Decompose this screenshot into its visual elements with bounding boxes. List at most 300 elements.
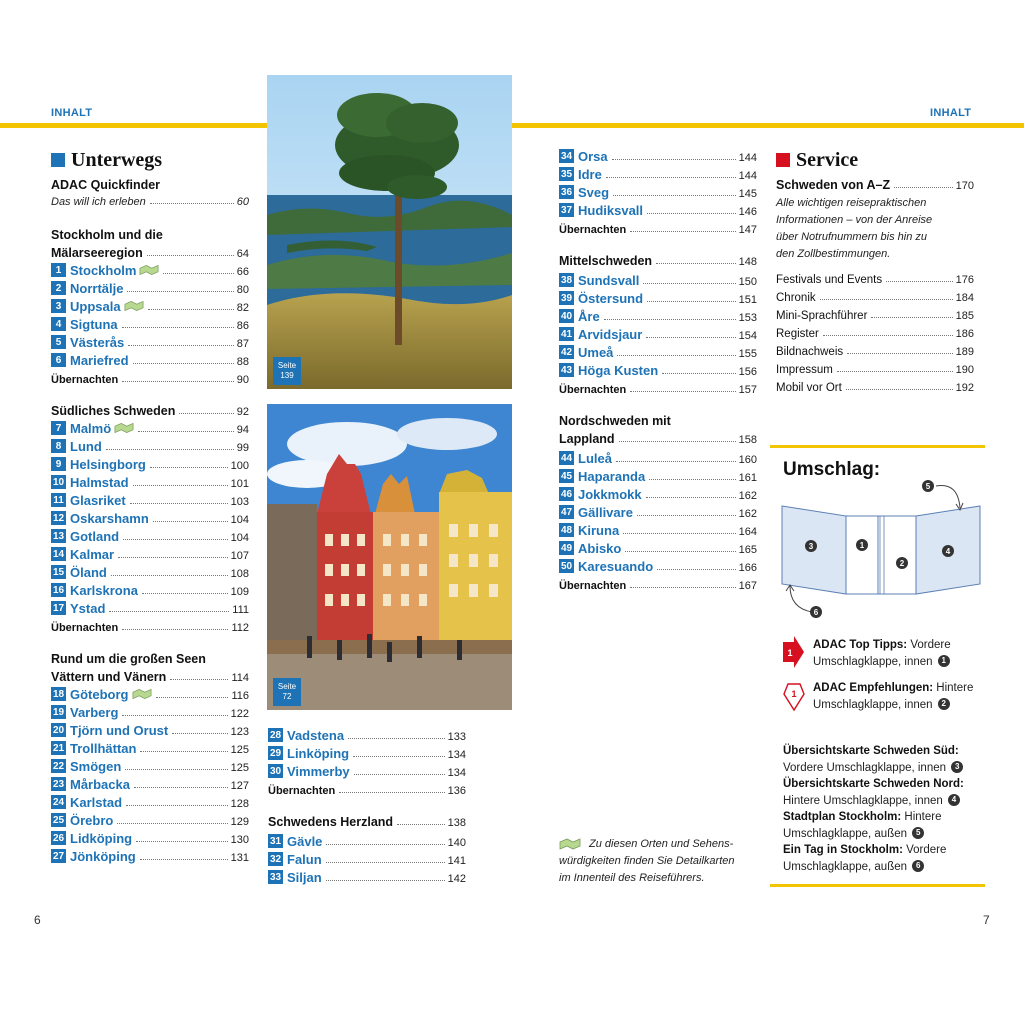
entry-number-badge: 18 (52, 688, 65, 700)
toc-entry[interactable] (268, 831, 466, 849)
region-heading[interactable] (51, 648, 249, 666)
map-day-title: Ein Tag in Stockholm: (783, 844, 903, 856)
entry-number-badge: 29 (269, 747, 282, 759)
page-number: 88 (236, 356, 249, 368)
toc-entry[interactable] (559, 342, 757, 360)
entry-name[interactable]: Luleå (578, 451, 612, 466)
entry-name[interactable]: Abisko (578, 541, 622, 556)
top-tipps-rest2: Umschlagklappe, innen (813, 655, 933, 668)
entry-name[interactable]: Örebro (70, 813, 114, 828)
page-number: 125 (230, 744, 249, 756)
toc-entry[interactable] (51, 720, 249, 738)
overnight-row-label: Übernachten (559, 224, 627, 236)
page-number: 148 (738, 256, 757, 268)
page-number: 134 (447, 767, 466, 779)
leader-dots (326, 862, 445, 863)
page-number: 167 (738, 580, 757, 592)
entry-number-badge: 14 (52, 548, 65, 560)
toc-entry[interactable] (51, 792, 249, 810)
entry-number-badge: 46 (560, 488, 573, 500)
service-item-label: Register (776, 328, 819, 340)
leader-dots (128, 345, 234, 346)
entry-name[interactable]: Arvidsjaur (578, 327, 643, 342)
toc-entry[interactable] (51, 418, 249, 436)
page-number: 155 (738, 348, 757, 360)
page-number: 185 (955, 310, 974, 322)
toc-entry[interactable] (51, 828, 249, 846)
entry-name[interactable]: Gotland (70, 529, 120, 544)
entry-name[interactable]: Gävle (287, 834, 323, 849)
entry-name[interactable]: Helsingborg (70, 457, 146, 472)
toc-entry[interactable] (268, 743, 466, 761)
overnight-row[interactable] (51, 368, 249, 386)
entry-name[interactable]: Kiruna (578, 523, 620, 538)
region-heading[interactable] (559, 250, 757, 268)
entry-name[interactable]: Karesuando (578, 559, 654, 574)
leader-dots (613, 195, 736, 196)
leader-dots (118, 557, 228, 558)
map-city-rest: Umschlagklappe, außen (783, 827, 908, 840)
entry-name[interactable]: Oskarshamn (70, 511, 149, 526)
region-heading[interactable] (51, 400, 249, 418)
umschlag-title: Umschlag: (783, 459, 881, 480)
region-heading[interactable] (51, 224, 249, 242)
leader-dots (122, 715, 227, 716)
lake-pine-illustration (267, 75, 512, 389)
leader-dots (630, 391, 735, 392)
map-city-inline: Hintere (901, 811, 942, 823)
leader-dots (619, 441, 736, 442)
seite-label: Seite (277, 682, 297, 691)
page-number: 111 (232, 604, 249, 616)
page-number: 170 (955, 180, 974, 192)
entry-number-badge: 33 (269, 871, 282, 883)
page-number: 146 (738, 206, 757, 218)
toc-entry[interactable] (268, 725, 466, 743)
entry-number-badge: 37 (560, 204, 573, 216)
header-label-left: INHALT (51, 107, 93, 119)
page-number: 112 (231, 622, 249, 634)
entry-name[interactable]: Orsa (578, 149, 608, 164)
leader-dots (656, 263, 736, 264)
leader-dots (122, 381, 234, 382)
page-number: 164 (738, 526, 757, 538)
leader-dots (125, 769, 227, 770)
entry-name[interactable]: Umeå (578, 345, 614, 360)
toc-entry[interactable] (268, 867, 466, 885)
toc-entry[interactable] (51, 260, 249, 278)
toc-entry[interactable] (559, 306, 757, 324)
entry-number-badge: 6 (51, 353, 66, 367)
overnight-row-label: Übernachten (559, 384, 627, 396)
leader-dots (127, 291, 233, 292)
region-heading[interactable] (51, 666, 249, 684)
leader-dots (623, 533, 735, 534)
entry-name[interactable]: Mårbacka (70, 777, 130, 792)
leader-dots (130, 503, 228, 504)
photo-stockholm-square (267, 404, 512, 710)
entry-number-badge: 35 (560, 168, 573, 180)
entry-name[interactable]: Sigtuna (70, 317, 118, 332)
page-number: 94 (236, 424, 249, 436)
toc-entry[interactable] (51, 684, 249, 702)
entry-number-badge: 47 (560, 506, 573, 518)
entry-name[interactable]: Idre (578, 167, 602, 182)
toc-column-herzland (268, 725, 466, 885)
entry-name[interactable]: Lund (70, 439, 102, 454)
entry-number-badge: 39 (560, 292, 573, 304)
page-number: 103 (230, 496, 249, 508)
leader-dots (649, 479, 735, 480)
toc-entry[interactable] (51, 598, 249, 616)
leader-dots (138, 431, 234, 432)
entry-name[interactable]: Sundsvall (578, 273, 640, 288)
toc-entry[interactable] (51, 490, 249, 508)
map-north-title: Übersichtskarte Schweden Nord: (783, 778, 964, 790)
entry-number-badge: 12 (52, 512, 65, 524)
toc-entry[interactable] (51, 774, 249, 792)
page-number: 158 (738, 434, 757, 446)
toc-entry[interactable] (51, 702, 249, 720)
overnight-row[interactable] (559, 574, 757, 592)
leader-dots (122, 327, 234, 328)
map-icon (114, 422, 134, 434)
entry-number-badge: 1 (51, 263, 66, 277)
header-bar-right (512, 123, 1024, 128)
map-south (783, 743, 988, 760)
entry-number-badge: 13 (52, 530, 65, 542)
page-number: 138 (447, 817, 466, 829)
entry-name[interactable]: Jönköping (70, 849, 136, 864)
entry-name[interactable]: Linköping (287, 746, 350, 761)
entry-name[interactable]: Halmstad (70, 475, 129, 490)
region-heading[interactable] (559, 428, 757, 446)
toc-entry[interactable] (559, 520, 757, 538)
entry-name[interactable]: Vimmerby (287, 764, 350, 779)
entry-number-badge: 5 (51, 335, 66, 349)
overnight-row[interactable] (559, 218, 757, 236)
entry-name[interactable]: Mariefred (70, 353, 129, 368)
leader-dots (150, 467, 228, 468)
seite-page: 139 (280, 371, 294, 380)
leader-dots (140, 859, 228, 860)
entry-name[interactable]: Lidköping (70, 831, 133, 846)
page-number: 131 (230, 852, 249, 864)
map-south-rest: Vordere Umschlagklappe, innen (783, 761, 947, 774)
toc-entry[interactable] (51, 562, 249, 580)
entry-name[interactable]: Kalmar (70, 547, 115, 562)
top-tipps-rest1: Vordere (907, 639, 951, 651)
overnight-row[interactable] (268, 779, 466, 797)
leader-dots (134, 787, 228, 788)
toc-entry[interactable] (268, 761, 466, 779)
leader-dots (637, 515, 736, 516)
note-line-3: im Innenteil des Reiseführers. (559, 872, 705, 884)
entry-number-badge: 27 (52, 850, 65, 862)
circle-num: 5 (912, 827, 924, 839)
entry-name[interactable]: Höga Kusten (578, 363, 659, 378)
service-item[interactable] (776, 268, 974, 286)
page-number: 186 (955, 328, 974, 340)
page-number: 122 (230, 708, 249, 720)
toc-entry[interactable] (51, 472, 249, 490)
entry-name[interactable]: Gällivare (578, 505, 633, 520)
page-number: 162 (738, 508, 757, 520)
toc-entry[interactable] (559, 164, 757, 182)
toc-entry[interactable] (51, 454, 249, 472)
entry-name[interactable]: Trollhättan (70, 741, 137, 756)
entry-number-badge: 8 (51, 439, 66, 453)
page-number: 140 (447, 837, 466, 849)
leader-dots (133, 363, 234, 364)
region-heading[interactable] (51, 242, 249, 260)
empfehlungen-rest1: Hintere (933, 682, 974, 694)
empfehlung-icon (782, 680, 806, 712)
entry-number-badge: 34 (560, 150, 573, 162)
toc-entry[interactable] (51, 544, 249, 562)
page-number: 153 (738, 312, 757, 324)
entry-name[interactable]: Göteborg (70, 687, 129, 702)
entry-name[interactable]: Karlskrona (70, 583, 138, 598)
entry-number-badge: 7 (51, 421, 66, 435)
section-title-text: Service (796, 148, 859, 171)
toc-entry[interactable] (559, 466, 757, 484)
entry-name[interactable]: Västerås (70, 335, 125, 350)
leader-dots (354, 774, 445, 775)
diagram-num-3: 3 (808, 542, 814, 551)
leader-dots (117, 823, 227, 824)
page-number: 108 (230, 568, 249, 580)
page-number: 190 (955, 364, 974, 376)
toc-entry[interactable] (51, 738, 249, 756)
toc-entry[interactable] (559, 360, 757, 378)
circle-num: 3 (951, 761, 963, 773)
page-number: 99 (236, 442, 249, 454)
seite-page: 72 (282, 692, 292, 701)
entry-name[interactable]: Öland (70, 565, 107, 580)
toc-entry[interactable] (559, 538, 757, 556)
entry-number-badge: 17 (52, 602, 65, 614)
leader-dots (647, 213, 736, 214)
circle-num: 1 (938, 655, 950, 667)
section-title-text: Unterwegs (71, 148, 163, 171)
toc-entry[interactable] (559, 556, 757, 574)
leader-dots (170, 679, 228, 680)
service-item[interactable] (776, 358, 974, 376)
entry-number-badge: 50 (560, 560, 573, 572)
overnight-row-label: Übernachten (559, 580, 627, 592)
leader-dots (646, 497, 736, 498)
toc-entry[interactable] (559, 182, 757, 200)
leader-dots (140, 751, 227, 752)
entry-name[interactable]: Vadstena (287, 728, 345, 743)
top-tipp-icon (782, 636, 804, 668)
entry-number-badge: 32 (269, 853, 282, 865)
top-tipp-icon-num: 1 (787, 648, 793, 658)
circle-num: 2 (938, 698, 950, 710)
top-tipps-bold: ADAC Top Tipps: (813, 639, 908, 651)
toc-entry[interactable] (268, 849, 466, 867)
toc-entry[interactable] (51, 526, 249, 544)
page-number: 133 (447, 731, 466, 743)
entry-name[interactable]: Jokkmokk (578, 487, 642, 502)
entry-name[interactable]: Glasriket (70, 493, 126, 508)
toc-entry[interactable] (559, 288, 757, 306)
toc-entry[interactable] (51, 436, 249, 454)
service-item[interactable] (776, 322, 974, 340)
entry-name[interactable]: Ystad (70, 601, 106, 616)
map-north-rest: Hintere Umschlagklappe, innen (783, 794, 943, 807)
region-heading[interactable] (268, 811, 466, 829)
toc-entry[interactable] (51, 756, 249, 774)
map-day-inline: Vordere (902, 844, 947, 856)
photo-page-badge-bottom (273, 678, 301, 706)
leader-dots (156, 697, 229, 698)
page-number: 109 (230, 586, 249, 598)
entry-name[interactable]: Karlstad (70, 795, 123, 810)
entry-name[interactable]: Falun (287, 852, 322, 867)
diagram-num-2: 2 (899, 559, 905, 568)
map-north-line (783, 793, 988, 810)
leader-dots (326, 880, 445, 881)
toc-entry[interactable] (51, 314, 249, 332)
entry-number-badge: 3 (51, 299, 66, 313)
page-number: 141 (447, 855, 466, 867)
umschlag-maps (783, 743, 988, 875)
entry-number-badge: 19 (52, 706, 65, 718)
map-south-line (783, 760, 988, 777)
page-number: 144 (738, 170, 757, 182)
page-number: 184 (955, 292, 974, 304)
section-title-service (776, 148, 974, 172)
spacer (559, 236, 757, 250)
page-number: 104 (230, 514, 249, 526)
toc-entry[interactable] (51, 508, 249, 526)
leader-dots (122, 629, 228, 630)
entry-number-badge: 48 (560, 524, 573, 536)
section-square (51, 153, 65, 167)
page-number-right: 7 (983, 913, 990, 927)
region-heading-label: Vättern und Vänern (51, 670, 167, 684)
page-number: 156 (738, 366, 757, 378)
quickfinder-title[interactable]: ADAC Quickfinder (51, 178, 161, 192)
section-square (776, 153, 790, 167)
leader-dots (179, 413, 233, 414)
photo-page-badge-top (273, 357, 301, 385)
map-day-line (783, 859, 988, 876)
entry-number-badge: 36 (560, 186, 573, 198)
service-item[interactable] (776, 304, 974, 322)
toc-entry[interactable] (51, 296, 249, 314)
entry-number-badge: 28 (269, 729, 282, 741)
toc-entry[interactable] (559, 270, 757, 288)
toc-entry[interactable] (559, 484, 757, 502)
overnight-row[interactable] (559, 378, 757, 396)
page-number: 154 (738, 330, 757, 342)
entry-name[interactable]: Hudiksvall (578, 203, 644, 218)
toc-entry[interactable] (559, 448, 757, 466)
overnight-row-label: Übernachten (51, 374, 119, 386)
entry-name[interactable]: Östersund (578, 291, 644, 306)
region-heading[interactable] (559, 410, 757, 428)
leader-dots (643, 283, 735, 284)
entry-number-badge: 44 (560, 452, 573, 464)
toc-entry[interactable] (51, 580, 249, 598)
entry-number-badge: 15 (52, 566, 65, 578)
toc-entry[interactable] (51, 332, 249, 350)
page-number: 114 (231, 672, 249, 684)
page-number: 166 (738, 562, 757, 574)
entry-number-badge: 26 (52, 832, 65, 844)
overnight-row[interactable] (51, 616, 249, 634)
note-line-1: Zu diesen Orten und Sehens- (589, 838, 734, 850)
entry-name[interactable]: Haparanda (578, 469, 646, 484)
leader-dots (353, 756, 445, 757)
entry-number-badge: 31 (269, 835, 282, 847)
toc-entry[interactable] (51, 350, 249, 368)
section-title-unterwegs (51, 148, 249, 172)
leader-dots (348, 738, 445, 739)
toc-entry[interactable] (559, 146, 757, 164)
leader-dots (847, 353, 953, 354)
service-az[interactable] (776, 174, 974, 192)
service-item[interactable] (776, 340, 974, 358)
leader-dots (106, 449, 234, 450)
entry-name[interactable]: Sveg (578, 185, 610, 200)
service-item[interactable] (776, 286, 974, 304)
service-item[interactable] (776, 376, 974, 394)
page-number: 134 (447, 749, 466, 761)
toc-entry[interactable] (559, 324, 757, 342)
entry-name[interactable]: Norrtälje (70, 281, 124, 296)
toc-entry[interactable] (559, 200, 757, 218)
page-number: 107 (230, 550, 249, 562)
toc-entry[interactable] (51, 278, 249, 296)
entry-name[interactable]: Tjörn und Orust (70, 723, 169, 738)
entry-name[interactable]: Smögen (70, 759, 122, 774)
quickfinder-sub[interactable] (51, 192, 249, 208)
region-heading-label: Mälarseeregion (51, 246, 143, 260)
empfehlung-icon-num: 1 (791, 689, 797, 699)
leader-dots (150, 203, 234, 204)
header-label-right: INHALT (930, 107, 972, 119)
overnight-row-label: Übernachten (268, 785, 336, 797)
leader-dots (111, 575, 228, 576)
leader-dots (153, 521, 228, 522)
spacer (51, 208, 249, 224)
leader-dots (823, 335, 953, 336)
leader-dots (606, 177, 736, 178)
map-icon (132, 688, 152, 700)
toc-column-nord (559, 146, 757, 592)
toc-entry[interactable] (51, 846, 249, 864)
entry-name[interactable]: Siljan (287, 870, 322, 885)
page-number: 144 (738, 152, 757, 164)
toc-entry[interactable] (51, 810, 249, 828)
entry-number-badge: 4 (51, 317, 66, 331)
diagram-num-6: 6 (813, 608, 819, 617)
quickfinder-sub-label: Das will ich erleben (51, 196, 146, 208)
entry-number-badge: 24 (52, 796, 65, 808)
entry-name[interactable]: Åre (578, 309, 600, 324)
toc-entry[interactable] (559, 502, 757, 520)
entry-number-badge: 45 (560, 470, 573, 482)
entry-name[interactable]: Stockholm (70, 263, 137, 278)
entry-name[interactable]: Uppsala (70, 299, 121, 314)
page-number: 150 (738, 276, 757, 288)
entry-name[interactable]: Varberg (70, 705, 119, 720)
entry-name[interactable]: Malmö (70, 421, 112, 436)
